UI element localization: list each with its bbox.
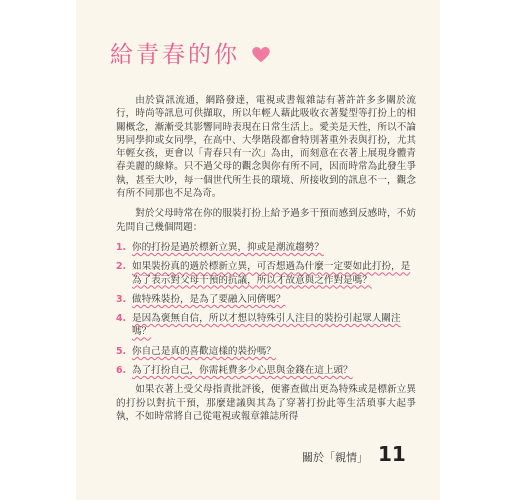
closing-paragraph: 如果衣著上受父母指責批評後，便審查做出更為特殊或是標新立異的打扮以對抗干預，那麼建議與其為了穿著打扮此等生活瑣事大起爭執，不如時常將自己從電視或報章雜誌所得 <box>116 384 416 422</box>
list-item <box>116 364 416 377</box>
question-list <box>116 241 416 377</box>
page-number: 11 <box>378 442 406 466</box>
list-item <box>116 241 416 254</box>
intro-paragraph: 由於資訊流通，網路發達，電視或書報雜誌有著許許多多關於流行，時尚等訊息可供擷取，所以年輕人藉此吸收衣著髮型等打扮上的相關概念，漸漸受其影響同時表現在日常生活上。愛美是天性，所以不論男同學抑或女同學，在高中、大學階段都會特別著重外表與打扮，尤其年輕女孩，更會以「青春只有一次」為由，而刻意在衣著上展現身體青春美麗的線條。只不過父母的觀念與你有所不同，因而時常為此發生爭執，甚至大吵，每一個世代所生長的環境、所接收到的訊息不一，觀念有所不同那也不足為奇。 <box>116 95 416 200</box>
list-item <box>116 293 416 306</box>
list-item <box>116 345 416 358</box>
question-number: 2. <box>116 261 127 273</box>
question-text: 為了打扮自己，你需耗費多少心思與金錢在這上頭？ <box>132 365 353 377</box>
chapter-label: 關於「親情」 <box>302 451 368 464</box>
question-text: 做特殊裝扮，是為了要融入同儕嗎？ <box>132 293 286 305</box>
question-number: 5. <box>116 345 127 357</box>
chapter-title: 給青春的你 <box>110 42 240 68</box>
book-page <box>76 0 440 500</box>
question-number: 4. <box>116 313 127 325</box>
heart-icon <box>252 47 270 63</box>
question-number: 1. <box>116 241 127 253</box>
question-text: 如果裝扮真的過於標新立異，可否想過為什麼一定要如此打扮，是為了表示對父母干預的抗議，所以才故意與之作對是嗎？ <box>132 261 411 286</box>
question-lead-paragraph: 對於父母時常在你的服裝打扮上給予過多干預而感到反感時，不妨先問自己幾個問題： <box>116 208 416 233</box>
list-item <box>116 312 416 339</box>
list-item <box>116 260 416 287</box>
question-number: 6. <box>116 365 127 377</box>
question-number: 3. <box>116 293 127 305</box>
question-text: 是因為褒無自信，所以才想以特殊引人注目的裝扮引起眾人關注嗎？ <box>132 313 401 338</box>
page-footer <box>302 442 406 466</box>
question-text: 你的打扮是過於標新立異，抑或是潮流趨勢？ <box>132 241 324 253</box>
question-text: 你自己是真的喜歡這樣的裝扮嗎？ <box>132 345 276 357</box>
body-text <box>116 94 416 430</box>
